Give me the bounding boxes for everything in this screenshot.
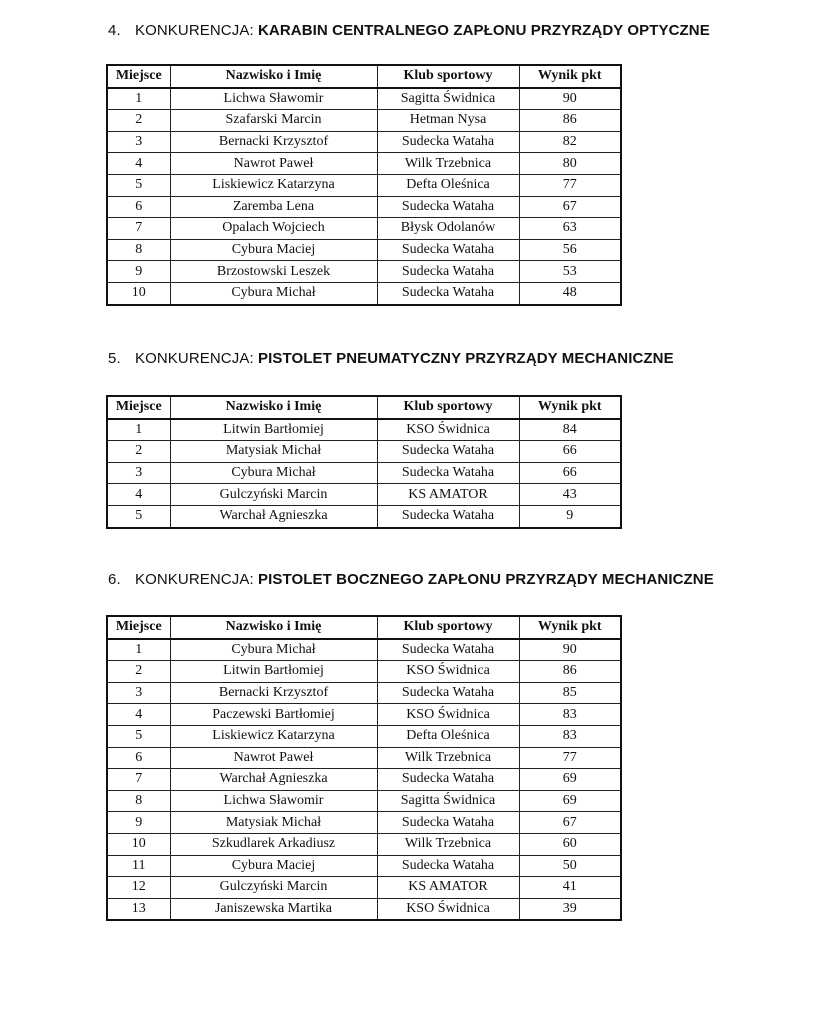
place-cell: 4 [107,484,170,506]
score-cell: 9 [519,505,621,527]
table-row [107,725,621,747]
name-cell: Bernacki Krzysztof [170,682,377,704]
club-cell: Wilk Trzebnica [377,153,519,175]
place-cell: 2 [107,441,170,463]
score-cell: 67 [519,812,621,834]
header-row [107,396,621,419]
club-cell: Błysk Odolanów [377,218,519,240]
club-cell: Sudecka Wataha [377,131,519,153]
header-name: Nazwisko i Imię [170,65,377,88]
section-heading [108,571,714,589]
table-row [107,790,621,812]
table-row [107,812,621,834]
results-table [106,615,622,921]
club-cell: KSO Świdnica [377,898,519,920]
section-number: 5. [108,350,121,367]
section-heading [108,350,674,368]
place-cell: 12 [107,877,170,899]
place-cell: 4 [107,704,170,726]
score-cell: 60 [519,833,621,855]
table-row [107,174,621,196]
section-title: PISTOLET PNEUMATYCZNY PRZYRZĄDY MECHANICZNE [258,350,674,367]
table-row [107,131,621,153]
place-cell: 8 [107,790,170,812]
results-table [106,395,622,529]
name-cell: Warchał Agnieszka [170,505,377,527]
name-cell: Bernacki Krzysztof [170,131,377,153]
score-cell: 66 [519,462,621,484]
place-cell: 2 [107,661,170,683]
club-cell: Sudecka Wataha [377,682,519,704]
club-cell: Sagitta Świdnica [377,88,519,110]
score-cell: 77 [519,747,621,769]
place-cell: 2 [107,110,170,132]
score-cell: 41 [519,877,621,899]
table-row [107,441,621,463]
name-cell: Cybura Michał [170,462,377,484]
score-cell: 48 [519,282,621,304]
table-body [107,419,621,528]
header-row [107,65,621,88]
place-cell: 1 [107,88,170,110]
name-cell: Zaremba Lena [170,196,377,218]
table-row [107,196,621,218]
place-cell: 8 [107,239,170,261]
section-prefix: KONKURENCJA: [135,22,254,39]
club-cell: Sudecka Wataha [377,239,519,261]
name-cell: Opalach Wojciech [170,218,377,240]
header-place: Miejsce [107,616,170,639]
table-row [107,833,621,855]
table-row [107,419,621,441]
table-row [107,239,621,261]
name-cell: Lichwa Sławomir [170,88,377,110]
header-name: Nazwisko i Imię [170,396,377,419]
section-prefix: KONKURENCJA: [135,571,254,588]
score-cell: 90 [519,639,621,661]
name-cell: Cybura Michał [170,639,377,661]
club-cell: Sudecka Wataha [377,196,519,218]
table-row [107,704,621,726]
club-cell: Wilk Trzebnica [377,747,519,769]
name-cell: Gulczyński Marcin [170,484,377,506]
table-row [107,682,621,704]
score-cell: 90 [519,88,621,110]
club-cell: Sagitta Świdnica [377,790,519,812]
table-row [107,855,621,877]
name-cell: Nawrot Paweł [170,747,377,769]
table-header [107,396,621,419]
table-row [107,484,621,506]
club-cell: Sudecka Wataha [377,261,519,283]
score-cell: 66 [519,441,621,463]
table-row [107,282,621,304]
place-cell: 13 [107,898,170,920]
table-row [107,110,621,132]
place-cell: 5 [107,725,170,747]
table-row [107,877,621,899]
table-row [107,88,621,110]
club-cell: Hetman Nysa [377,110,519,132]
header-row [107,616,621,639]
club-cell: Sudecka Wataha [377,505,519,527]
table-header [107,65,621,88]
name-cell: Litwin Bartłomiej [170,419,377,441]
place-cell: 1 [107,639,170,661]
club-cell: KSO Świdnica [377,419,519,441]
club-cell: Sudecka Wataha [377,639,519,661]
score-cell: 43 [519,484,621,506]
place-cell: 4 [107,153,170,175]
place-cell: 9 [107,812,170,834]
place-cell: 11 [107,855,170,877]
header-club: Klub sportowy [377,396,519,419]
name-cell: Paczewski Bartłomiej [170,704,377,726]
score-cell: 56 [519,239,621,261]
section-title: PISTOLET BOCZNEGO ZAPŁONU PRZYRZĄDY MECHANICZNE [258,571,714,588]
name-cell: Cybura Michał [170,282,377,304]
score-cell: 77 [519,174,621,196]
name-cell: Janiszewska Martika [170,898,377,920]
place-cell: 7 [107,218,170,240]
header-club: Klub sportowy [377,65,519,88]
club-cell: Sudecka Wataha [377,441,519,463]
table-row [107,747,621,769]
place-cell: 10 [107,833,170,855]
name-cell: Litwin Bartłomiej [170,661,377,683]
header-place: Miejsce [107,396,170,419]
place-cell: 5 [107,505,170,527]
score-cell: 69 [519,769,621,791]
section-prefix: KONKURENCJA: [135,350,254,367]
header-score: Wynik pkt [519,65,621,88]
section-number: 4. [108,22,121,39]
name-cell: Brzostowski Leszek [170,261,377,283]
place-cell: 6 [107,747,170,769]
place-cell: 3 [107,131,170,153]
name-cell: Lichwa Sławomir [170,790,377,812]
score-cell: 53 [519,261,621,283]
score-cell: 67 [519,196,621,218]
table-row [107,661,621,683]
club-cell: KS AMATOR [377,484,519,506]
place-cell: 3 [107,682,170,704]
score-cell: 50 [519,855,621,877]
header-score: Wynik pkt [519,616,621,639]
header-club: Klub sportowy [377,616,519,639]
score-cell: 83 [519,704,621,726]
header-name: Nazwisko i Imię [170,616,377,639]
name-cell: Warchał Agnieszka [170,769,377,791]
name-cell: Szafarski Marcin [170,110,377,132]
results-table [106,64,622,306]
table-row [107,261,621,283]
score-cell: 83 [519,725,621,747]
table-row [107,639,621,661]
club-cell: Sudecka Wataha [377,462,519,484]
place-cell: 10 [107,282,170,304]
place-cell: 1 [107,419,170,441]
club-cell: KS AMATOR [377,877,519,899]
table-row [107,218,621,240]
section-title: KARABIN CENTRALNEGO ZAPŁONU PRZYRZĄDY OPTYCZNE [258,22,710,39]
place-cell: 6 [107,196,170,218]
club-cell: Sudecka Wataha [377,282,519,304]
place-cell: 3 [107,462,170,484]
score-cell: 84 [519,419,621,441]
score-cell: 63 [519,218,621,240]
score-cell: 86 [519,661,621,683]
place-cell: 7 [107,769,170,791]
club-cell: KSO Świdnica [377,661,519,683]
name-cell: Liskiewicz Katarzyna [170,174,377,196]
name-cell: Cybura Maciej [170,239,377,261]
table-row [107,462,621,484]
club-cell: Wilk Trzebnica [377,833,519,855]
header-place: Miejsce [107,65,170,88]
name-cell: Matysiak Michał [170,441,377,463]
club-cell: KSO Świdnica [377,704,519,726]
place-cell: 9 [107,261,170,283]
score-cell: 69 [519,790,621,812]
score-cell: 80 [519,153,621,175]
club-cell: Sudecka Wataha [377,769,519,791]
table-body [107,88,621,305]
club-cell: Defta Oleśnica [377,174,519,196]
section-number: 6. [108,571,121,588]
table-row [107,153,621,175]
club-cell: Defta Oleśnica [377,725,519,747]
name-cell: Nawrot Paweł [170,153,377,175]
table-body [107,639,621,921]
name-cell: Gulczyński Marcin [170,877,377,899]
club-cell: Sudecka Wataha [377,812,519,834]
name-cell: Cybura Maciej [170,855,377,877]
table-row [107,769,621,791]
section-heading [108,22,710,40]
score-cell: 39 [519,898,621,920]
place-cell: 5 [107,174,170,196]
name-cell: Szkudlarek Arkadiusz [170,833,377,855]
table-row [107,898,621,920]
club-cell: Sudecka Wataha [377,855,519,877]
name-cell: Matysiak Michał [170,812,377,834]
table-header [107,616,621,639]
score-cell: 85 [519,682,621,704]
score-cell: 86 [519,110,621,132]
name-cell: Liskiewicz Katarzyna [170,725,377,747]
header-score: Wynik pkt [519,396,621,419]
table-row [107,505,621,527]
score-cell: 82 [519,131,621,153]
